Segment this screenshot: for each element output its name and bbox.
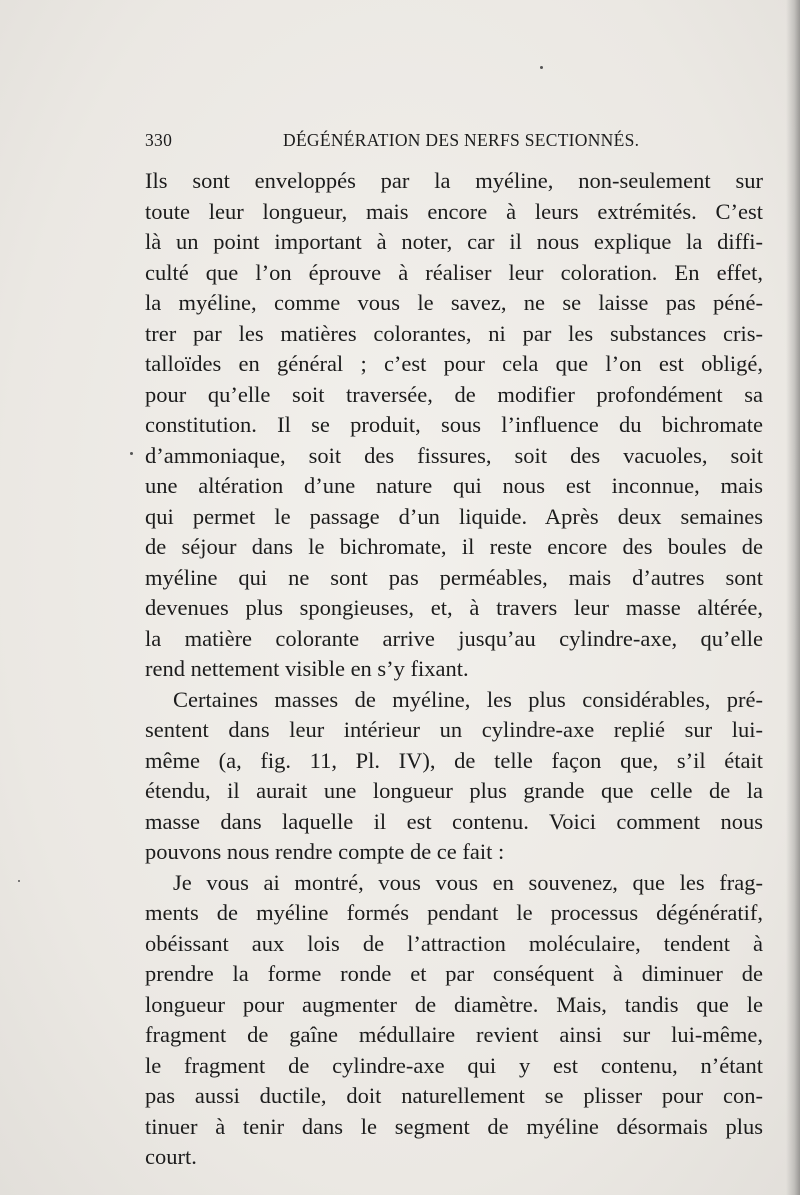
text-line: devenues plus spongieuses, et, à travers leur masse altérée,: [145, 595, 763, 620]
text-line: prendre la forme ronde et par conséquent à diminuer de: [145, 961, 763, 986]
text-line: la myéline, comme vous le savez, ne se laisse pas péné-: [145, 290, 763, 315]
text-line: sentent dans leur intérieur un cylindre-axe replié sur lui-: [145, 717, 763, 742]
text-line: tinuer à tenir dans le segment de myéline désormais plus: [145, 1113, 763, 1139]
paragraph-start-line: Certaines masses de myéline, les plus considérables, pré-: [173, 686, 763, 712]
text-line: Ils sont enveloppés par la myéline, non-seulement sur: [145, 168, 763, 193]
text-line: longueur pour augmenter de diamètre. Mais, tandis que le: [145, 991, 763, 1017]
text-line: là un point important à noter, car il nous explique la diffi-: [145, 229, 763, 254]
page-gutter-shadow: [786, 0, 800, 1195]
text-line: talloïdes en général ; c’est pour cela que l’on est obligé,: [145, 351, 763, 376]
text-line: culté que l’on éprouve à réaliser leur coloration. En effet,: [145, 259, 763, 285]
text-line: étendu, il aurait une longueur plus grande que celle de la: [145, 778, 763, 803]
text-line: pas aussi ductile, doit naturellement se plisser pour con-: [145, 1083, 763, 1108]
paragraph-end-line: pouvons nous rendre compte de ce fait :: [145, 839, 505, 864]
text-line: le fragment de cylindre-axe qui y est contenu, n’étant: [145, 1052, 763, 1078]
body-text: [145, 166, 763, 1173]
text-line: trer par les matières colorantes, ni par les substances cris-: [145, 320, 763, 346]
text-line: myéline qui ne sont pas perméables, mais d’autres sont: [145, 564, 763, 590]
paper-speck: [540, 66, 543, 69]
text-line: ments de myéline formés pendant le processus dégénératif,: [145, 900, 763, 925]
text-line: une altération d’une nature qui nous est inconnue, mais: [145, 473, 763, 498]
text-line: de séjour dans le bichromate, il reste encore des boules de: [145, 534, 763, 559]
paragraph-end-line: rend nettement visible en s’y fixant.: [145, 656, 469, 681]
text-line: pour qu’elle soit traversée, de modifier profondément sa: [145, 381, 763, 407]
text-line: la matière colorante arrive jusqu’au cylindre-axe, qu’elle: [145, 625, 763, 651]
paragraph-start-line: Je vous ai montré, vous vous en souvenez, que les frag-: [173, 869, 763, 895]
paper-speck: [130, 452, 133, 455]
text-line: d’ammoniaque, soit des fissures, soit des vacuoles, soit: [145, 442, 763, 468]
text-line: obéissant aux lois de l’attraction moléculaire, tendent à: [145, 930, 763, 956]
paper-speck: [18, 880, 20, 882]
text-line: qui permet le passage d’un liquide. Après deux semaines: [145, 503, 763, 529]
text-line: constitution. Il se produit, sous l’influence du bichromate: [145, 412, 763, 437]
text-line: masse dans laquelle il est contenu. Voici comment nous: [145, 808, 763, 834]
text-line: fragment de gaîne médullaire revient ainsi sur lui-même,: [145, 1022, 763, 1047]
text-line: même (a, fig. 11, Pl. IV), de telle façon que, s’il était: [145, 747, 763, 773]
paragraph-end-line: court.: [145, 1144, 197, 1169]
text-line: toute leur longueur, mais encore à leurs extrémités. C’est: [145, 198, 763, 224]
running-header: [145, 130, 765, 156]
page-number: 330: [145, 130, 173, 150]
running-title: DÉGÉNÉRATION DES NERFS SECTIONNÉS.: [283, 130, 640, 150]
